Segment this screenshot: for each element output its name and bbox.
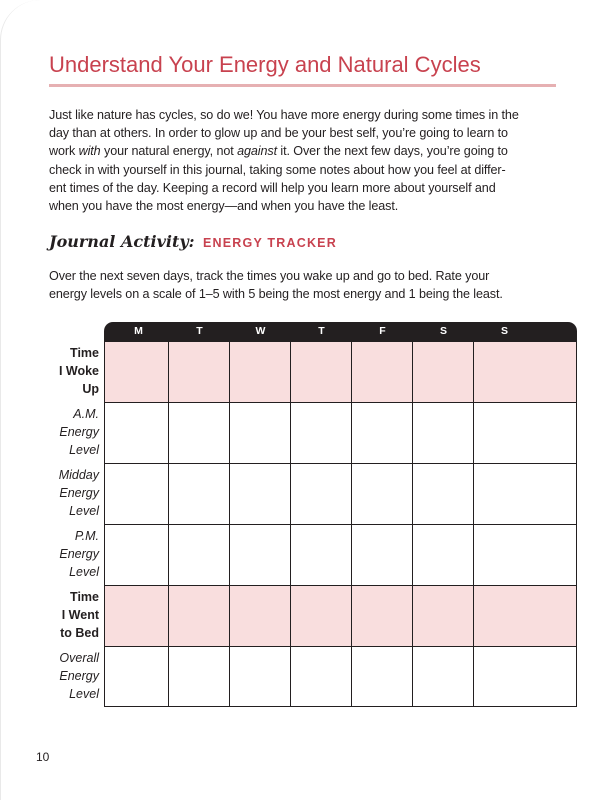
- intro-paragraph: [49, 106, 559, 215]
- row-label-line: Up: [82, 381, 99, 396]
- tracker-cell[interactable]: [353, 464, 414, 525]
- intro-line: ent times of the day. Keeping a record will help you learn more about yourself and: [49, 180, 496, 195]
- tracker-cell[interactable]: [109, 403, 170, 464]
- tracker-cell[interactable]: [231, 586, 292, 647]
- tracker-cell[interactable]: [231, 464, 292, 525]
- tracker-cell[interactable]: [475, 342, 536, 403]
- tracker-cell[interactable]: [292, 647, 353, 708]
- tracker-cell[interactable]: [414, 464, 475, 525]
- tracker-cell[interactable]: [475, 525, 536, 586]
- day-header-4: F: [379, 325, 386, 337]
- row-label: [46, 406, 99, 459]
- intro-line: day than at others. In order to glow up and be your best self, you’re going to learn to: [49, 126, 508, 141]
- day-header-6: S: [500, 325, 508, 337]
- column-divider: [412, 342, 413, 706]
- day-header-3: T: [318, 325, 325, 337]
- row-label-line: I Went: [61, 607, 99, 622]
- tracker-cell[interactable]: [414, 525, 475, 586]
- row-label-line: Energy: [59, 668, 99, 683]
- tracker-cell[interactable]: [170, 525, 231, 586]
- column-divider: [351, 342, 352, 706]
- row-label-line: Energy: [59, 424, 99, 439]
- tracker-cell[interactable]: [170, 586, 231, 647]
- row-label-line: Energy: [59, 485, 99, 500]
- page-number: 10: [36, 750, 50, 764]
- row-label: [46, 467, 99, 520]
- tracker-cell[interactable]: [414, 342, 475, 403]
- tracker-cell[interactable]: [109, 525, 170, 586]
- day-header-1: T: [196, 325, 203, 337]
- tracker-cell[interactable]: [475, 586, 536, 647]
- instruction-line: Over the next seven days, track the times you wake up and go to bed. Rate your: [49, 269, 490, 283]
- tracker-cell[interactable]: [170, 403, 231, 464]
- column-divider: [229, 342, 230, 706]
- tracker-cell[interactable]: [292, 586, 353, 647]
- tracker-cell[interactable]: [475, 647, 536, 708]
- tracker-cell[interactable]: [170, 647, 231, 708]
- row-label-line: to Bed: [60, 625, 99, 640]
- tracker-cell[interactable]: [231, 647, 292, 708]
- row-label-line: P.M.: [74, 529, 99, 543]
- intro-line: when you have the most energy—and when you have the least.: [49, 199, 399, 214]
- row-divider: [105, 402, 576, 403]
- row-label-line: Overall: [59, 651, 99, 665]
- day-header-2: W: [255, 325, 266, 337]
- row-label: [46, 589, 99, 642]
- row-label: [46, 345, 99, 398]
- page-title: Understand Your Energy and Natural Cycles: [49, 52, 481, 77]
- day-header-5: S: [439, 325, 447, 337]
- tracker-cell[interactable]: [292, 464, 353, 525]
- intro-line: check in with yourself in this journal, taking some notes about how you feel at differ-: [49, 162, 506, 177]
- column-divider: [168, 342, 169, 706]
- day-header-row: [104, 322, 577, 341]
- column-divider: [473, 342, 474, 706]
- title-divider: [49, 84, 556, 87]
- row-divider: [105, 463, 576, 464]
- journal-activity-heading: [49, 232, 337, 256]
- row-label-line: Midday: [58, 468, 99, 482]
- row-label: [46, 528, 99, 581]
- row-divider: [105, 585, 576, 586]
- tracker-cell[interactable]: [109, 464, 170, 525]
- tracker-cell[interactable]: [353, 403, 414, 464]
- tracker-cell[interactable]: [414, 586, 475, 647]
- tracker-cell[interactable]: [109, 586, 170, 647]
- row-label-line: I Woke: [58, 363, 99, 378]
- tracker-cell[interactable]: [170, 342, 231, 403]
- tracker-cell[interactable]: [475, 403, 536, 464]
- activity-prefix: Journal Activity:: [49, 232, 195, 251]
- row-divider: [105, 646, 576, 647]
- row-label-line: Level: [69, 686, 99, 701]
- tracker-cell[interactable]: [292, 342, 353, 403]
- tracker-cell[interactable]: [353, 342, 414, 403]
- instructions-paragraph: [49, 267, 559, 303]
- activity-label: ENERGY TRACKER: [203, 236, 337, 250]
- row-label-line: Energy: [59, 546, 99, 561]
- tracker-cell[interactable]: [353, 525, 414, 586]
- row-divider: [105, 524, 576, 525]
- tracker-cell[interactable]: [109, 647, 170, 708]
- intro-line: work with your natural energy, not against it. Over the next few days, you’re going to: [49, 144, 508, 159]
- tracker-cell[interactable]: [292, 403, 353, 464]
- row-label-line: Level: [69, 442, 99, 457]
- tracker-cell[interactable]: [231, 525, 292, 586]
- tracker-cell[interactable]: [231, 342, 292, 403]
- tracker-cell[interactable]: [353, 586, 414, 647]
- row-label-line: Time: [70, 590, 99, 604]
- day-header-0: M: [134, 325, 143, 337]
- row-label-line: Level: [69, 503, 99, 518]
- row-label-line: Time: [70, 346, 99, 360]
- tracker-cell[interactable]: [353, 647, 414, 708]
- row-label-line: A.M.: [73, 407, 99, 421]
- tracker-cell[interactable]: [170, 464, 231, 525]
- tracker-cell[interactable]: [414, 403, 475, 464]
- intro-line: Just like nature has cycles, so do we! You have more energy during some times in the: [49, 108, 519, 122]
- tracker-cell[interactable]: [231, 403, 292, 464]
- tracker-cell[interactable]: [414, 647, 475, 708]
- tracker-cell[interactable]: [292, 525, 353, 586]
- tracker-cell[interactable]: [109, 342, 170, 403]
- tracker-grid: [104, 341, 577, 707]
- tracker-cell[interactable]: [475, 464, 536, 525]
- row-label: [46, 650, 99, 703]
- instruction-line: energy levels on a scale of 1–5 with 5 being the most energy and 1 being the least.: [49, 287, 503, 302]
- column-divider: [290, 342, 291, 706]
- row-label-line: Level: [69, 564, 99, 579]
